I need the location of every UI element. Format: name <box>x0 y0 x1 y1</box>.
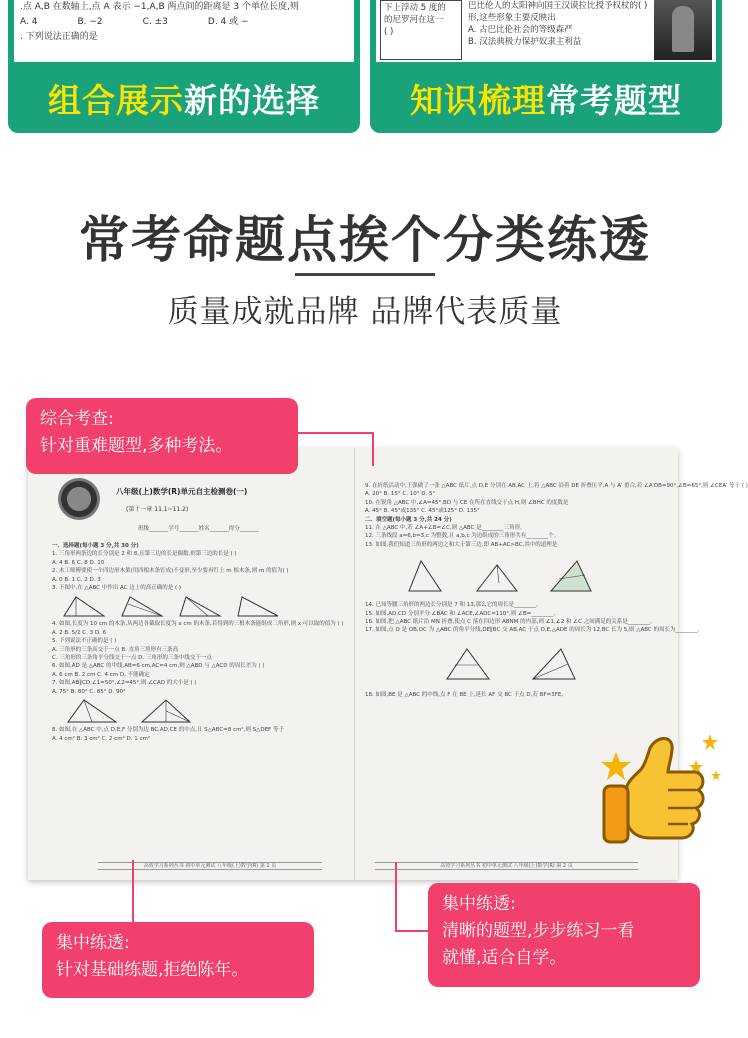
options-line: A. 6 cm B. 2 cm C. 4 cm D. 不能确定 <box>52 671 150 678</box>
question-line: 6. 如图,AD 是 △ABC 的中线,AB=6 cm,AC=4 cm,则 △ABD 与 △ACD 的周长差为 ( ) <box>52 663 265 670</box>
question-line: 14. 已知等腰三角形的两边长分别是 7 和 13,那么它的周长是________。 <box>365 602 542 609</box>
question-line: 11. 在 △ABC 中,若 ∠A+∠B=∠C,则 △ABC 是________三角形。 <box>365 525 526 532</box>
question-line: 17. 如图,点 O 是 OB,OC 为 △ABC 的角平分线,DE∥BC 交 AB,AC 于点 D,E,△ADE 的周长为 12,BC 长为 5,则 △ABC 的周长为________。 <box>365 627 704 634</box>
triangle-figure <box>62 594 106 618</box>
figure-row <box>52 698 342 724</box>
question-line: 15. 如图,AD,CD 分别平分 ∠BAC 和 ∠ACE,∠ADC=110°,则 ∠B=________。 <box>365 610 559 617</box>
question-line: 2. 木工师傅要使一个四边形木架(用四根木条钉成)不变形,至少要再钉上 m 根木条,则 m 的值为( ) <box>52 568 289 575</box>
option: D. 4 或 − <box>207 17 249 27</box>
triangle-figure <box>178 594 222 618</box>
option: B. −2 <box>77 17 103 27</box>
paper-line: .点 A,B 在数轴上,点 A 表示 −1,A,B 两点间的距离是 3 个单位长度,则 <box>20 2 299 12</box>
options-line: A. 2 B. 5/2 C. 3 D. 6 <box>52 629 107 636</box>
figure-18 <box>531 647 577 681</box>
top-card-left <box>8 0 360 133</box>
options-line: C. 三角形的三条角平分线交于一点 D. 三角形的三条中线交于一点 <box>52 655 212 662</box>
figure-6 <box>62 698 122 724</box>
connector-line-c3 <box>395 862 428 932</box>
question-line: 4. 如图,长度为 10 cm 的木条,从两边各截取长度为 x cm 的木条,若得到的三根木条能组成三角形,则 x 可以取的值为 ( ) <box>52 621 344 628</box>
left-questions <box>52 542 342 743</box>
options-line: A. 20° B. 15° C. 10° D. 5° <box>365 491 436 498</box>
question-line: 7. 如图,AB∥CD,∠1=50°,∠2=45°,则 ∠CAD 的大小是 ( ) <box>52 680 197 687</box>
figure-row <box>52 594 342 618</box>
question-line: 1. 三角形两条边的长分别是 2 和 8,且第三边的长是偶数,则第三边的长是 ( ) <box>52 551 237 558</box>
sheet-chapter: (第十一章 11.1~11.2) <box>126 506 189 513</box>
boxed-question <box>380 0 462 60</box>
triangle-figure <box>236 594 280 618</box>
banner-rest: 常考题型 <box>546 80 682 120</box>
page-footer-right: 高效学习系列丛书 初中单元测试 八年级(上)数学(R) 第 2 页 <box>375 862 638 870</box>
banner-highlight: 组合展示 <box>48 80 184 120</box>
page-footer-left: 高效学习系列丛书 初中单元测试 八年级(上)数学(R) 第 1 页 <box>98 862 322 870</box>
boxed-line: 下上浮动 5 度的 <box>384 3 446 13</box>
triangle-figure <box>120 594 164 618</box>
options-line: A. 45° B. 45°或135° C. 45°或125° D. 135° <box>365 508 480 515</box>
question-line: 9. 在折纸活动中,王强做了一张 △ABC 纸片,点 D,E 分别在 AB,AC 上,将 △ABC 沿着 DE 折叠压平,A 与 A′ 重合,若 ∠A′DB=90°,∠B=65°,则 ∠CEA′ 等于 ( ) <box>365 483 748 489</box>
option: A. 4 <box>20 17 38 27</box>
question-line: 8. 如图,在 △ABC 中,点 D,E,F 分别为边 BC,AD,CE 的中点,且 S△ABC=8 cm²,则 S△DEF 等于 <box>52 727 284 734</box>
options-line: A. 4 B. 6 C. 8 D. 10 <box>52 559 105 566</box>
figure-16 <box>549 559 593 593</box>
sheet-page-left <box>28 448 352 880</box>
figure-13 <box>405 559 445 593</box>
options-line: A. 0 B. 1 C. 2 D. 3 <box>52 576 101 583</box>
question-text <box>468 0 647 48</box>
paper-options <box>20 15 348 30</box>
thumbs-up-icon <box>598 716 728 846</box>
stele-image <box>654 0 712 60</box>
figure-15 <box>475 559 519 593</box>
banner-highlight: 知识梳理 <box>410 80 546 120</box>
option: C. ±3 <box>142 17 168 27</box>
sub-heading: 质量成就品牌 品牌代表质量 <box>167 294 563 330</box>
heading-divider <box>295 273 435 276</box>
banner-rest: 新的选择 <box>184 80 320 120</box>
q-line: 形,这些形象主要反映出 <box>468 13 556 23</box>
options-line: A. 75° B. 80° C. 85° D. 90° <box>52 688 126 695</box>
callout-title: 集中练透: <box>56 933 130 953</box>
paper-line: . 下列说法正确的是 <box>20 32 98 42</box>
q-line: B. 汉法典极力保护奴隶主利益 <box>468 37 582 47</box>
sheet-title: 八年级(上)数学(R)单元自主检测卷(一) <box>116 487 248 496</box>
sheet-info: 班级_______学号_______姓名_______得分_______ <box>138 526 260 532</box>
callout-body: 就懂,适合自学。 <box>442 948 567 968</box>
figure-17 <box>445 647 491 681</box>
question-line: 5. 下列说法不正确的是 ( ) <box>52 638 117 645</box>
main-heading: 常考命题点挨个分类练透 <box>79 211 651 269</box>
callout-focused-clear <box>428 883 700 987</box>
callout-body: 针对基础练题,拒绝陈年。 <box>56 960 249 980</box>
question-line: 13. 如图,我们知道三角形的两边之和大于第三边,即 AB+AC>BC,其中的道理是 <box>365 541 558 548</box>
section-title: 二、填空题(每小题 3 分,共 24 分) <box>365 516 452 523</box>
boxed-line: 的尼罗河在这一 <box>384 15 444 25</box>
exam-sheet <box>28 448 748 880</box>
paper-preview-right <box>376 0 716 62</box>
q-line: 巴比伦人的太阳神向国王汉谟拉比授予权杖的( ) <box>468 1 648 11</box>
figure-row <box>365 559 665 593</box>
figure-8 <box>136 698 196 724</box>
callout-body: 清晰的题型,步步练习一看 <box>442 921 635 941</box>
options-line: A. 三角形的三条高交于一点 B. 直角三角形有三条高 <box>52 646 179 653</box>
callout-focused-basic <box>42 922 314 998</box>
question-line: 3. 下图中,在 △ABC 中作出 AC 边上的高正确的是 ( ) <box>52 585 182 592</box>
right-questions <box>365 482 748 699</box>
section-title: 一、选择题(每小题 3 分,共 30 分) <box>52 543 139 549</box>
top-card-right <box>370 0 722 133</box>
callout-body: 针对重难题型,多种考法。 <box>40 436 233 456</box>
question-line: 12. 三条线段 a=6,b=3,c 为整数,且 a,b,c 为边组成的三角形共有________个。 <box>365 533 560 540</box>
paper-preview-left <box>14 0 354 62</box>
connector-line-c2 <box>132 860 134 922</box>
callout-comprehensive <box>26 398 298 474</box>
question-line: 18. 如图,BE 是 △ABC 的中线,点 F 在 BE 上,延长 AF 交 BC 于点 D,若 BF=3FE, <box>365 691 563 698</box>
logo-seal-icon <box>58 478 100 520</box>
question-line: 10. 在锐角 △ABC 中,∠A=45°,BD 与 CE 在所在直线交于点 H,则 ∠BHC 的度数是 <box>365 499 569 506</box>
callout-title: 综合考查: <box>40 409 114 429</box>
banner-right <box>370 63 722 133</box>
q-line: A. 古巴比伦社会的等级森严 <box>468 25 573 35</box>
banner-left <box>8 63 360 133</box>
options-line: A. 4 cm² B. 3 cm² C. 2 cm² D. 1 cm² <box>52 735 151 742</box>
callout-title: 集中练透: <box>442 894 516 914</box>
question-line: 16. 如图,把 △ABC 纸片沿 MN 折叠,使点 C 落在四边形 ABNM 的内部,则 ∠1,∠2 和 ∠C 之间满足的关系是________。 <box>365 619 656 626</box>
boxed-line: ( ) <box>384 27 394 37</box>
figure-row <box>365 647 665 681</box>
connector-line-c1 <box>298 432 374 466</box>
